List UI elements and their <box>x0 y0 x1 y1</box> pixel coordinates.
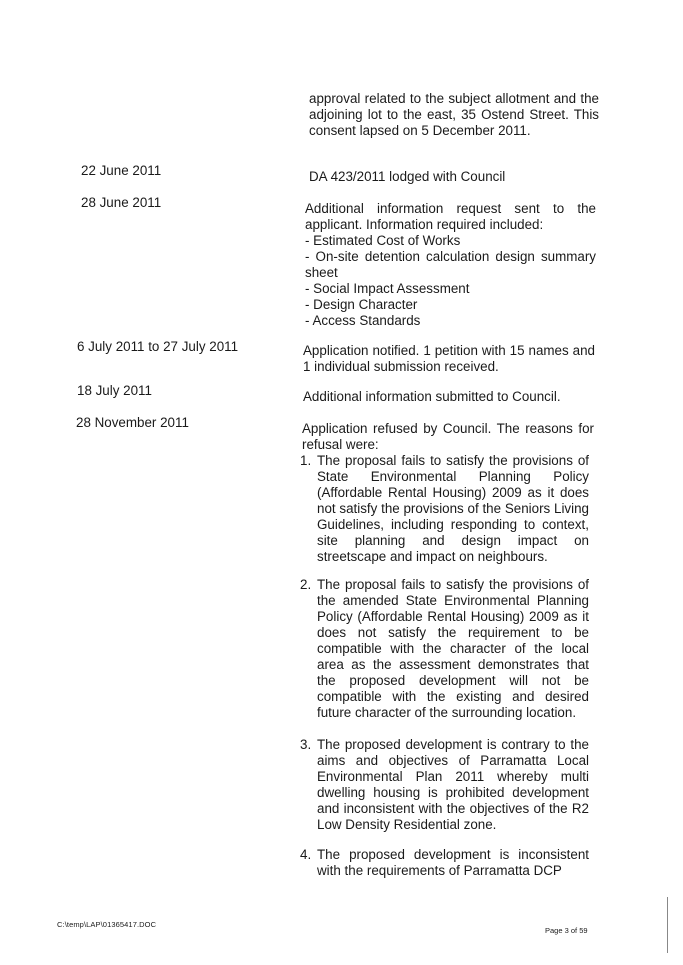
refusal-reasons-list <box>300 737 589 833</box>
info-item: - Social Impact Assessment <box>305 281 470 296</box>
intro-paragraph: approval related to the subject allotment and the adjoining lot to the east, 35 Ostend Street. This consent lapsed on 5 December 2011. <box>309 91 599 138</box>
info-item: - On-site detention calculation design summary sheet <box>305 249 596 280</box>
refusal-reason <box>300 577 589 721</box>
reason-text: The proposed development is contrary to the aims and objectives of Parramatta Local Environmental Plan 2011 whereby multi dwelling housing is prohibited development and inconsistent with the objectives of the R2 Low Density Residential zone. <box>317 737 589 832</box>
footer-file-path: C:\temp\LAP\01365417.DOC <box>57 920 157 929</box>
reason-text: The proposed development is inconsistent with the requirements of Parramatta DCP <box>317 847 589 878</box>
refusal-reasons-list <box>300 847 589 879</box>
reason-number: 3. <box>300 737 312 752</box>
entry-date: 28 June 2011 <box>81 195 162 210</box>
entry-date: 18 July 2011 <box>77 383 152 398</box>
reason-text: The proposal fails to satisfy the provisions of the amended State Environmental Planning Policy (Affordable Rental Housing) 2009 as it does not satisfy the requirement to be compatible with the character of the local area as the assessment demonstrates that the proposed development will not be compatible with the existing and desired future character of the surrounding location. <box>317 577 589 720</box>
reason-number: 1. <box>300 453 312 468</box>
refusal-reason <box>300 453 589 565</box>
refusal-reason <box>300 847 589 879</box>
entry-description: Application notified. 1 petition with 15 names and 1 individual submission received. <box>303 343 595 374</box>
info-item: - Estimated Cost of Works <box>305 233 461 248</box>
entry-description <box>305 201 596 329</box>
entry-description: Additional information submitted to Council. <box>303 389 561 404</box>
reason-number: 2. <box>300 577 312 592</box>
refusal-reason <box>300 737 589 833</box>
reason-number: 4. <box>300 847 312 862</box>
entry-description: DA 423/2011 lodged with Council <box>309 169 506 184</box>
entry-date: 6 July 2011 to 27 July 2011 <box>77 339 239 354</box>
refusal-reasons-list <box>300 577 589 721</box>
info-item: - Access Standards <box>305 313 421 328</box>
footer-page-number: Page 3 of 59 <box>545 926 588 935</box>
scan-edge-line <box>667 897 668 953</box>
entry-description-text: Additional information request sent to the applicant. Information required included: <box>305 201 596 232</box>
entry-description: Application refused by Council. The reasons for refusal were: <box>302 421 594 452</box>
info-item: - Design Character <box>305 297 418 312</box>
reason-text: The proposal fails to satisfy the provisions of State Environmental Planning Policy (Affordable Rental Housing) 2009 as it does not satisfy the provisions of the Seniors Living Guidelines, including responding to context, site planning and design impact on streetscape and impact on neighbours. <box>317 453 589 564</box>
entry-date: 28 November 2011 <box>76 415 189 430</box>
entry-date: 22 June 2011 <box>81 163 162 178</box>
refusal-reasons-list <box>300 453 589 565</box>
